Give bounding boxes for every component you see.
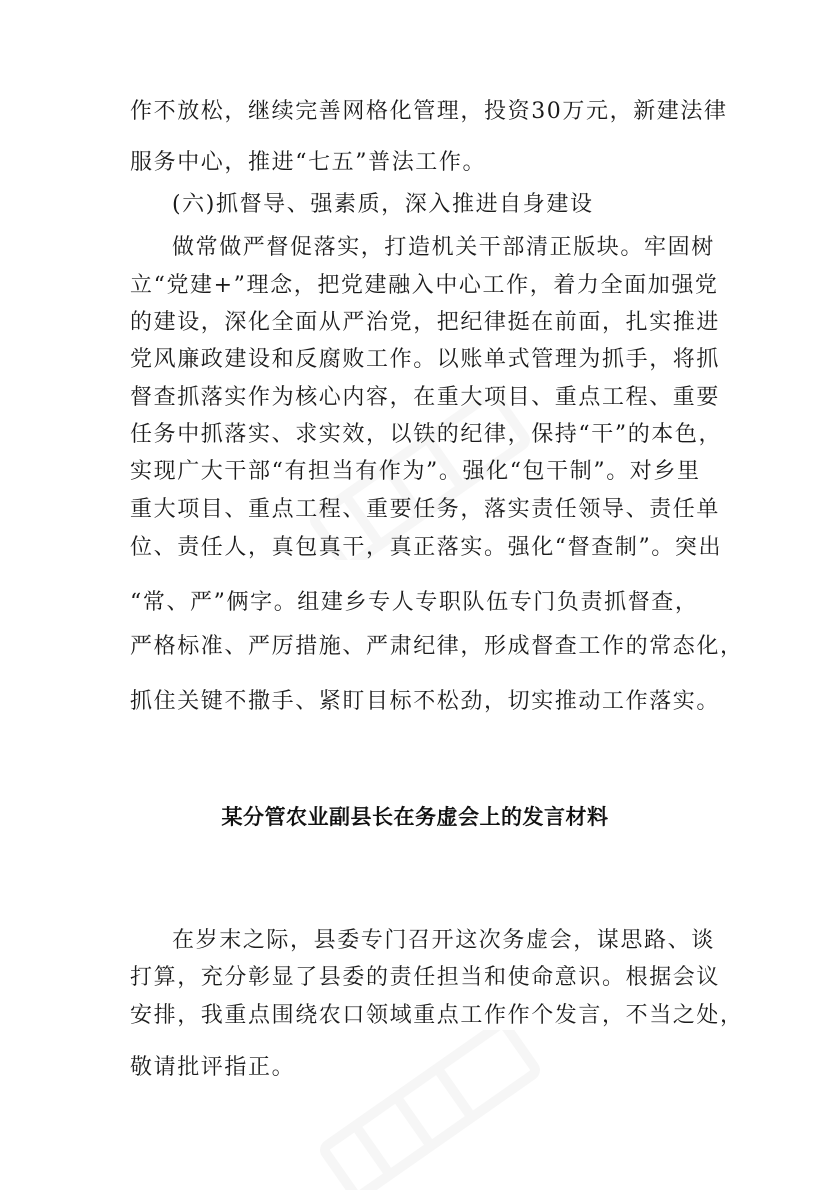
body-line: 实现广大干部“有担当有作为”。强化“包干制”。对乡里 [130, 459, 701, 484]
subsection-heading: (六)抓督导、强素质，深入推进自身建设 [172, 192, 594, 217]
body-line: 位、责任人，真包真干，真正落实。强化“督查制”。突出 [130, 535, 723, 560]
paragraph-first-line: 做常做严督促落实，打造机关干部清正版块。牢固树 [172, 235, 715, 260]
body-line: 任务中抓落实、求实效，以铁的纪律，保持“干”的本色， [130, 422, 723, 447]
paragraph-first-line: 在岁末之际，县委专门召开这次务虚会，谋思路、谈 [172, 928, 715, 953]
body-line: 立“党建+”理念，把党建融入中心工作，着力全面加强党 [130, 273, 719, 298]
body-line: 安排，我重点围绕农口领域重点工作作个发言，不当之处， [130, 1003, 744, 1028]
body-line: 作不放松，继续完善网格化管理，投资30万元，新建法律 [130, 99, 728, 124]
body-line: 打算，充分彰显了县委的责任担当和使命意识。根据会议 [130, 965, 721, 990]
body-line: 严格标准、严厉措施、严肃纪律，形成督查工作的常态化， [130, 634, 744, 659]
body-line: 重大项目、重点工程、重要任务，落实责任领导、责任单 [130, 497, 721, 522]
body-line: 抓住关键不撒手、紧盯目标不松劲，切实推动工作落实。 [130, 689, 721, 714]
body-line: “常、严”俩字。组建乡专人专职队伍专门负责抓督查， [130, 590, 699, 615]
watermark-logo-lower [300, 1030, 560, 1190]
body-line: 督查抓落实作为核心内容，在重大项目、重点工程、重要 [130, 385, 721, 410]
body-line: 服务中心，推进“七五”普法工作。 [130, 150, 487, 175]
body-line: 党风廉政建设和反腐败工作。以账单式管理为抓手，将抓 [130, 347, 721, 372]
body-line: 敬请批评指正。 [130, 1055, 296, 1080]
body-line: 的建设，深化全面从严治党，把纪律挺在前面，扎实推进 [130, 310, 721, 335]
article-title: 某分管农业副县长在务虚会上的发言材料 [221, 805, 609, 829]
